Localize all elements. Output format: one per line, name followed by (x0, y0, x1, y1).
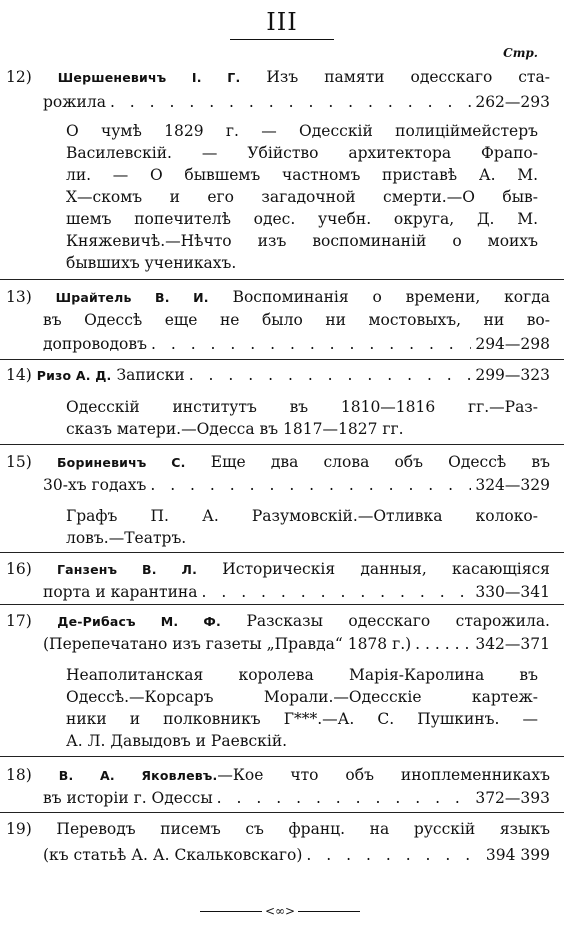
entry-title: (Перепечатано изъ газеты „Правда“ 1878 г.) (43, 635, 412, 653)
summary-line: Княжевичѣ.—Нѣчто изъ воспоминаній о моихъ (66, 232, 538, 250)
entry-number: 13) (6, 288, 32, 306)
entry-18-line-2 (6, 787, 550, 809)
entry-title: Еще два слова объ Одессѣ въ (210, 453, 550, 471)
leader-dots (202, 581, 472, 603)
footer-ornament (200, 904, 360, 918)
separator-rule (0, 812, 564, 813)
entry-15-line-2 (6, 474, 550, 496)
entry-author: Ризо А. Д. (36, 368, 112, 383)
entry-number: 12) (6, 68, 32, 86)
entry-title: въ исторіи г. Одессы (43, 789, 213, 807)
entry-pages: 394 399 (485, 846, 550, 864)
entry-16-line-2 (6, 581, 550, 603)
summary-line: Одесскій институтъ въ 1810—1816 гг.—Раз- (66, 398, 538, 416)
entry-number: 19) (6, 820, 32, 838)
entry-13-line-1 (6, 286, 550, 308)
page-number-rule (230, 39, 334, 40)
entry-title: Переводъ писемъ съ франц. на русскій языкъ (56, 820, 550, 838)
leader-dots (110, 91, 471, 113)
entry-author: Ганзенъ В. Л. (56, 562, 198, 577)
entry-number: 17) (6, 612, 32, 630)
entry-title: 30-хъ годахъ (43, 476, 147, 494)
entry-pages: 372—393 (475, 789, 550, 807)
entry-author: Де-Рибасъ М. Ф. (57, 614, 221, 629)
ornament-glyph: <∞> (264, 904, 296, 918)
entry-12-line-2 (6, 91, 550, 113)
entry-number: 16) (6, 560, 32, 578)
leader-dots (189, 364, 472, 386)
entry-title: рожила (43, 93, 106, 111)
entry-17-line-1 (6, 610, 550, 632)
entry-14-line-1 (6, 364, 550, 386)
entry-title: Изъ памяти одесскаго ста- (266, 68, 550, 86)
summary-line: ники и полковникъ Г***.—А. С. Пушкинъ. — (66, 710, 538, 728)
summary-line: О чумѣ 1829 г. — Одесскій полиціймейстеръ (66, 122, 538, 140)
summary-line: Неаполитанская королева Марія-Каролина въ (66, 666, 538, 684)
leader-space (415, 633, 471, 655)
entry-13-line-2: въ Одессѣ еще не было ни мостовыхъ, ни во- (43, 311, 550, 329)
entry-pages: 330—341 (475, 583, 550, 601)
entry-author: Шершеневичъ І. Г. (57, 70, 241, 85)
entry-title: порта и карантина (43, 583, 198, 601)
entry-13-line-3 (6, 333, 550, 355)
summary-line: Одессѣ.—Корсаръ Морали.—Одесскіе картеж- (66, 688, 538, 706)
entry-number: 14) (6, 366, 32, 384)
page-number: III (266, 8, 298, 36)
separator-rule (0, 359, 564, 360)
separator-rule (0, 552, 564, 553)
entry-pages: 299—323 (475, 366, 550, 384)
entry-title: Историческія данныя, касающіяся (222, 560, 550, 578)
entry-pages: 342—371 (475, 635, 550, 653)
entry-19-line-1 (6, 818, 550, 840)
entry-pages: 262—293 (475, 93, 550, 111)
entry-title: Воспоминанія о времени, когда (232, 288, 550, 306)
entry-12-line-1 (6, 66, 550, 88)
separator-rule (0, 444, 564, 445)
entry-16-line-1 (6, 558, 550, 580)
separator-rule (0, 756, 564, 757)
entry-18-line-1 (6, 764, 550, 786)
entry-title: (къ статьѣ А. А. Скальковскаго) (43, 846, 303, 864)
summary-line: ловъ.—Театръ. (66, 529, 187, 547)
page-column-label: Стр. (503, 46, 538, 60)
summary-line: А. Л. Давыдовъ и Раевскій. (66, 732, 288, 750)
ornament-rule-left (200, 911, 262, 912)
entry-author: Шрайтель В. И. (55, 290, 209, 305)
entry-19-line-2 (6, 844, 550, 866)
entry-pages: 324—329 (475, 476, 550, 494)
entry-author: В. А. Яковлевъ. (58, 768, 218, 783)
leader-dots (306, 844, 481, 866)
ornament-rule-right (298, 911, 360, 912)
entry-pages: 294—298 (475, 335, 550, 353)
separator-rule (0, 604, 564, 605)
summary-line: Х—скомъ и его загадочной смерти.—О быв- (66, 188, 538, 206)
entry-17-line-2 (6, 633, 550, 655)
summary-line: Василевскій. — Убійство архитектора Фрапо- (66, 144, 538, 162)
leader-dots (151, 333, 471, 355)
entry-title: Разсказы одесскаго старожила. (246, 612, 550, 630)
entry-head (6, 364, 185, 386)
entry-title: Записки (116, 366, 185, 384)
summary-line: сказъ матери.—Одесса въ 1817—1827 гг. (66, 420, 404, 438)
entry-number: 15) (6, 453, 32, 471)
entry-15-line-1 (6, 451, 550, 473)
separator-rule (0, 279, 564, 280)
summary-line: Графъ П. А. Разумовскій.—Отливка колоко- (66, 507, 538, 525)
summary-line: бывшихъ ученикахъ. (66, 254, 237, 272)
entry-number: 18) (6, 766, 32, 784)
leader-dots (150, 474, 471, 496)
entry-title: допроводовъ (43, 335, 147, 353)
entry-title: —Кое что объ иноплеменникахъ (217, 766, 550, 784)
leader-dots (217, 787, 472, 809)
summary-line: шемъ попечителѣ одес. учебн. округа, Д. М. (66, 210, 538, 228)
summary-line: ли. — О бывшемъ частномъ приставѣ А. М. (66, 166, 538, 184)
entry-author: Бориневичъ С. (56, 455, 186, 470)
